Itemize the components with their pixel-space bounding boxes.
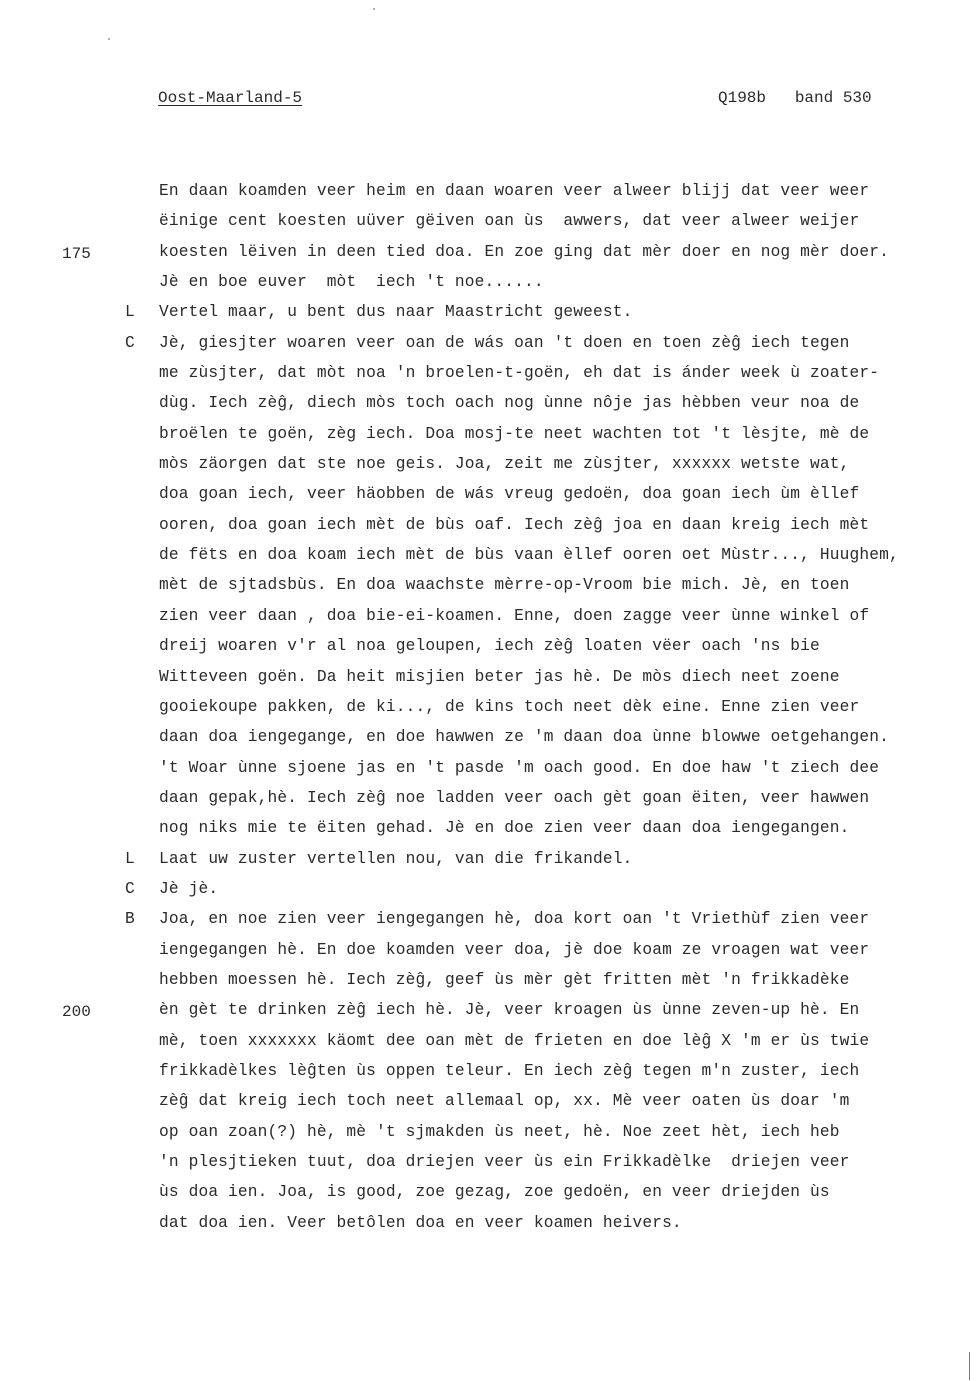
- line-number: 200: [62, 1003, 91, 1022]
- line-text: Laat uw zuster vertellen nou, van die frikandel.: [159, 849, 633, 868]
- transcript-line: [0, 815, 979, 845]
- transcript-line: [0, 542, 979, 572]
- document-reference-header: Q198b band 530: [718, 89, 872, 107]
- line-text: Witteveen goën. Da heit misjien beter jas hè. De mòs diech neet zoene: [159, 667, 840, 686]
- line-text: ùs doa ien. Joa, is good, zoe gezag, zoe gedoën, en veer driejden ùs: [159, 1183, 830, 1202]
- transcript-line: [0, 906, 979, 936]
- transcript-line: [0, 1179, 979, 1209]
- line-text: dùg. Iech zèĝ, diech mòs toch oach nog ùnne nôje jas hèbben veur noa de: [159, 394, 860, 413]
- transcript-line: [0, 1028, 979, 1058]
- line-text: ooren, doa goan iech mèt de bùs oaf. Iech zèĝ joa en daan kreig iech mèt: [159, 515, 870, 534]
- line-text: Joa, en noe zien veer iengegangen hè, doa kort oan 't Vriethùf zien veer: [159, 910, 870, 929]
- transcript-line: [0, 1058, 979, 1088]
- transcript-line: [0, 633, 979, 663]
- transcript-line: [0, 572, 979, 602]
- transcript-line: [0, 299, 979, 329]
- transcript-line: [0, 360, 979, 390]
- transcript-line: [0, 239, 979, 269]
- transcript-line: [0, 1149, 979, 1179]
- line-text: èn gèt te drinken zèĝ iech hè. Jè, veer kroagen ùs ùnne zeven-up hè. En: [159, 1001, 860, 1020]
- transcript-line: [0, 208, 979, 238]
- transcript-line: [0, 997, 979, 1027]
- speaker-label: L: [125, 849, 135, 868]
- transcript-line: [0, 1088, 979, 1118]
- line-text: mè, toen xxxxxxx käomt dee oan mèt de frieten en doe lèĝ X 'm er ùs twie: [159, 1031, 870, 1050]
- transcript-line: [0, 330, 979, 360]
- transcript-line: [0, 512, 979, 542]
- transcript-line: [0, 421, 979, 451]
- line-text: koesten lëiven in deen tied doa. En zoe ging dat mèr doer en nog mèr doer.: [159, 242, 889, 261]
- line-text: mòs zäorgen dat ste noe geis. Joa, zeit me zùsjter, xxxxxx wetste wat,: [159, 455, 850, 474]
- line-text: Jè en boe euver mòt iech 't noe......: [159, 273, 544, 292]
- transcript-line: [0, 178, 979, 208]
- transcript-line: [0, 603, 979, 633]
- speaker-label: L: [125, 303, 135, 322]
- transcript-line: [0, 967, 979, 997]
- speaker-label: C: [125, 879, 135, 898]
- line-text: iengegangen hè. En doe koamden veer doa, jè doe koam ze vroagen wat veer: [159, 940, 870, 959]
- transcript-line: [0, 1210, 979, 1240]
- transcript-line: [0, 846, 979, 876]
- speaker-label: B: [125, 910, 135, 929]
- transcript-line: [0, 785, 979, 815]
- line-text: zien veer daan , doa bie-ei-koamen. Enne, doen zagge veer ùnne winkel of: [159, 606, 870, 625]
- transcript-line: [0, 1119, 979, 1149]
- line-text: zèĝ dat kreig iech toch neet allemaal op, xx. Mè veer oaten ùs doar 'm: [159, 1092, 850, 1111]
- line-text: op oan zoan(?) hè, mè 't sjmakden ùs neet, hè. Noe zeet hèt, iech heb: [159, 1122, 840, 1141]
- line-text: nog niks mie te ëiten gehad. Jè en doe zien veer daan doa iengegangen.: [159, 819, 850, 838]
- transcript-line: [0, 269, 979, 299]
- line-text: ëinige cent koesten uüver gëiven oan ùs awwers, dat veer alweer weijer: [159, 212, 860, 231]
- transcript-line: [0, 664, 979, 694]
- paper-speck: [108, 38, 110, 40]
- line-text: frikkadèlkes lèĝten ùs oppen teleur. En iech zèĝ tegen m'n zuster, iech: [159, 1061, 860, 1080]
- line-text: daan gepak,hè. Iech zèĝ noe ladden veer oach gèt goan ëiten, veer hawwen: [159, 788, 870, 807]
- line-text: broëlen te goën, zèg iech. Doa mosj-te neet wachten tot 't lèsjte, mè de: [159, 424, 870, 443]
- line-text: daan doa iengegange, en doe hawwen ze 'm daan doa ùnne blowwe oetgehangen.: [159, 728, 889, 747]
- line-text: dreij woaren v'r al noa geloupen, iech zèĝ loaten vëer oach 'ns bie: [159, 637, 820, 656]
- transcript-line: [0, 755, 979, 785]
- transcript-line: [0, 481, 979, 511]
- line-text: 'n plesjtieken tuut, doa driejen veer ùs ein Frikkadèlke driejen veer: [159, 1153, 850, 1171]
- transcript-line: [0, 390, 979, 420]
- line-text: de fëts en doa koam iech mèt de bùs vaan èllef ooren oet Mùstr..., Huughem,: [159, 546, 899, 565]
- transcript-body: [0, 178, 979, 1240]
- line-text: mèt de sjtadsbùs. En doa waachste mèrre-op-Vroom bie mich. Jè, en toen: [159, 576, 850, 595]
- transcript-line: [0, 451, 979, 481]
- margin-mark: [969, 1352, 970, 1380]
- speaker-label: C: [125, 333, 135, 352]
- line-text: doa goan iech, veer häobben de wás vreug gedoën, doa goan iech ùm èllef: [159, 485, 860, 504]
- paper-speck: [373, 8, 375, 10]
- line-text: Jè jè.: [159, 879, 219, 898]
- line-text: hebben moessen hè. Iech zèĝ, geef ùs mèr gèt fritten mèt 'n frikkadèke: [159, 970, 850, 989]
- line-text: Vertel maar, u bent dus naar Maastricht geweest.: [159, 303, 633, 322]
- line-text: me zùsjter, dat mòt noa 'n broelen-t-goën, eh dat is ánder week ù zoater-: [159, 364, 880, 383]
- line-text: En daan koamden veer heim en daan woaren veer alweer blijj dat veer weer: [159, 182, 870, 200]
- line-text: dat doa ien. Veer betôlen doa en veer koamen heivers.: [159, 1213, 682, 1232]
- line-text: gooiekoupe pakken, de ki..., de kins toch neet dèk eine. Enne zien veer: [159, 697, 860, 716]
- transcript-line: [0, 876, 979, 906]
- document-location-header: Oost-Maarland-5: [158, 89, 303, 107]
- transcript-line: [0, 937, 979, 967]
- transcript-line: [0, 694, 979, 724]
- line-text: 't Woar ùnne sjoene jas en 't pasde 'm oach good. En doe haw 't ziech dee: [159, 758, 880, 777]
- line-text: Jè, giesjter woaren veer oan de wás oan 't doen en toen zèĝ iech tegen: [159, 333, 850, 352]
- line-number: 175: [62, 244, 91, 263]
- transcript-line: [0, 724, 979, 754]
